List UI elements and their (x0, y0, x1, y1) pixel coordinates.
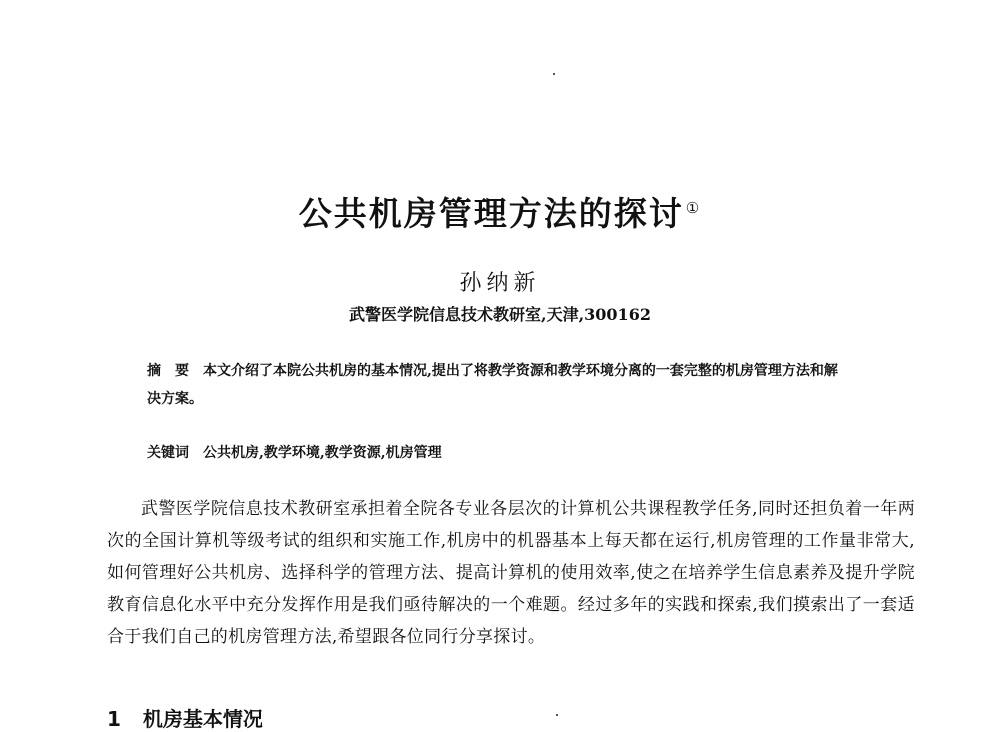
author-name: 孙纳新 (459, 271, 541, 296)
keywords-label: 关键词 (147, 445, 189, 461)
author-affiliation: 武警医学院信息技术教研室,天津,300162 (349, 305, 651, 324)
body-paragraph: 武警医学院信息技术教研室承担着全院各专业各层次的计算机公共课程教学任务,同时还担负着一年两次的全国计算机等级考试的组织和实施工作,机房中的机器基本上每天都在运行,机房管理的工作量非常大,如何管理好公共机房、选择科学的管理方法、提高计算机的使用效率,使之在培养学生信息素养及提升学院教育信息化水平中充分发挥作用是我们亟待解决的一个难题。经过多年的实践和探索,我们摸索出了一套适合于我们自己的机房管理方法,希望跟各位同行分享探讨。 (107, 499, 915, 647)
scan-speck (556, 714, 558, 716)
scan-speck (553, 73, 555, 75)
section-number: 1 (107, 707, 121, 731)
section-title: 机房基本情况 (142, 707, 263, 731)
paper-title-text: 公共机房管理方法的探讨 (298, 194, 684, 233)
keywords (147, 443, 847, 463)
footnote-marker: ① (685, 199, 702, 217)
section-heading (107, 703, 263, 732)
paper-title (0, 188, 1000, 235)
abstract (147, 357, 847, 413)
keywords-text: 公共机房,教学环境,教学资源,机房管理 (203, 445, 442, 461)
abstract-text: 本文介绍了本院公共机房的基本情况,提出了将教学资源和教学环境分离的一套完整的机房管理方法和解决方案。 (147, 363, 838, 407)
abstract-label: 摘 要 (147, 363, 189, 379)
